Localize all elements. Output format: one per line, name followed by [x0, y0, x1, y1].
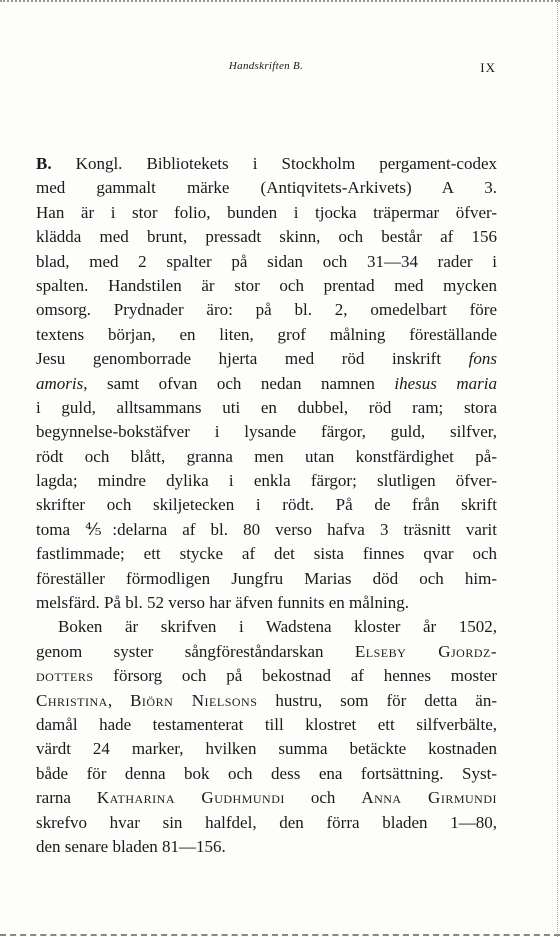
- text-segment: skrifter och skiljetecken i rödt. På de från skrift: [36, 495, 497, 515]
- text-segment: både för denna bok och dess ena fortsättning. Syst-: [36, 763, 497, 783]
- text-segment: ,: [107, 690, 131, 710]
- text-segment: samt ofvan och nedan namnen: [87, 373, 395, 393]
- page-top-edge: [0, 0, 560, 5]
- text-segment: värdt 24 marker, hvilken summa betäckte kostnaden: [36, 739, 497, 759]
- page-bottom-edge: [0, 931, 560, 936]
- text-segment: omsorg. Prydnader äro: på bl. 2, omedelbart före: [36, 300, 497, 320]
- text-segment: Boken är skrifven i Wadstena kloster år 1502,: [58, 617, 497, 637]
- text-line: [36, 713, 497, 737]
- text-line: [36, 786, 497, 810]
- text-segment: föreställer förmodligen Jungfru Marias död och him-: [36, 568, 497, 588]
- text-segment: melsfärd. På bl. 52 verso har äfven funnits en målning.: [36, 593, 409, 613]
- text-line: [36, 762, 497, 786]
- text-segment: spalten. Handstilen är stor och prentad med mycken: [36, 275, 497, 295]
- text-segment: med gammalt märke (Antiqvitets-Arkivets) A 3.: [36, 178, 497, 198]
- text-line: [36, 201, 497, 225]
- text-segment: damål hade testamenterat till klostret ett silfverbälte,: [36, 714, 497, 734]
- text-segment: textens början, en liten, grof målning föreställande: [36, 324, 497, 344]
- text-line: [36, 811, 497, 835]
- text-line: [36, 591, 497, 615]
- text-segment: rödt och blått, granna men utan konstfärdighet på-: [36, 446, 497, 466]
- page-header: [36, 60, 496, 80]
- text-line: [36, 518, 497, 542]
- text-line: [36, 225, 497, 249]
- text-segment: lagda; mindre dylika i enkla färgor; slutligen öfver-: [36, 471, 497, 491]
- text-line: [36, 469, 497, 493]
- text-segment: Katharina Gudhmundi: [96, 788, 285, 808]
- text-line: [36, 396, 497, 420]
- text-segment: klädda med brunt, pressadt skinn, och består af 156: [36, 227, 497, 247]
- text-line: [36, 372, 497, 396]
- text-segment: fastlimmade; ett stycke af det sista finnes qvar och: [36, 544, 497, 564]
- text-segment: genom syster sångföreståndarskan: [36, 641, 355, 661]
- text-line: [36, 323, 497, 347]
- text-line: [36, 567, 497, 591]
- text-segment: Han är i stor folio, bunden i tjocka träpermar öfver-: [36, 202, 497, 222]
- text-segment: blad, med 2 spalter på sidan och 31—34 rader i: [36, 251, 497, 271]
- text-line: [36, 176, 497, 200]
- text-line: [36, 737, 497, 761]
- text-line: [36, 542, 497, 566]
- text-line: [36, 615, 497, 639]
- text-segment: Elseby Gjordz-: [354, 641, 497, 661]
- text-line: [36, 445, 497, 469]
- text-segment: skrefvo hvar sin halfdel, den förra bladen 1—80,: [36, 812, 497, 832]
- page-right-edge: [556, 0, 558, 937]
- text-segment: fons: [468, 349, 497, 369]
- text-line: [36, 493, 497, 517]
- text-line: [36, 420, 497, 444]
- text-segment: rarna: [36, 788, 97, 808]
- text-line: [36, 689, 497, 713]
- text-segment: amoris,: [36, 373, 88, 393]
- text-segment: Anna Girmundi: [361, 788, 497, 808]
- text-segment: ihesus maria: [394, 373, 497, 393]
- text-segment: Jesu genomborrade hjerta med röd inskrift: [36, 349, 469, 369]
- text-line: [36, 298, 497, 322]
- text-segment: och: [284, 788, 362, 808]
- text-segment: försorg och på bekostnad af hennes moster: [93, 666, 497, 686]
- text-line: [36, 835, 497, 859]
- text-segment: i guld, alltsammans uti en dubbel, röd ram; stora: [36, 397, 497, 417]
- body-text: [36, 152, 497, 859]
- text-segment: begynnelse-bokstäfver i lysande färgor, guld, silfver,: [36, 422, 497, 442]
- text-segment: Christina: [36, 690, 108, 710]
- text-segment: B.: [36, 154, 52, 173]
- text-segment: den senare bladen 81—156.: [36, 836, 226, 856]
- text-line: [36, 640, 497, 664]
- text-segment: toma ⅘:delarna af bl. 80 verso hafva 3 träsnitt varit: [36, 519, 497, 539]
- text-segment: Kongl. Bibliotekets i Stockholm pergament-codex: [51, 154, 497, 173]
- text-segment: dotters: [36, 666, 94, 686]
- running-head: Handskriften B.: [228, 60, 304, 72]
- page-number: IX: [480, 60, 496, 75]
- text-segment: hustru, som för detta än-: [257, 690, 497, 710]
- text-line: [36, 152, 497, 176]
- text-line: [36, 250, 497, 274]
- text-line: [36, 274, 497, 298]
- text-line: [36, 347, 497, 371]
- text-segment: Biörn Nielsons: [130, 690, 258, 710]
- text-line: [36, 664, 497, 688]
